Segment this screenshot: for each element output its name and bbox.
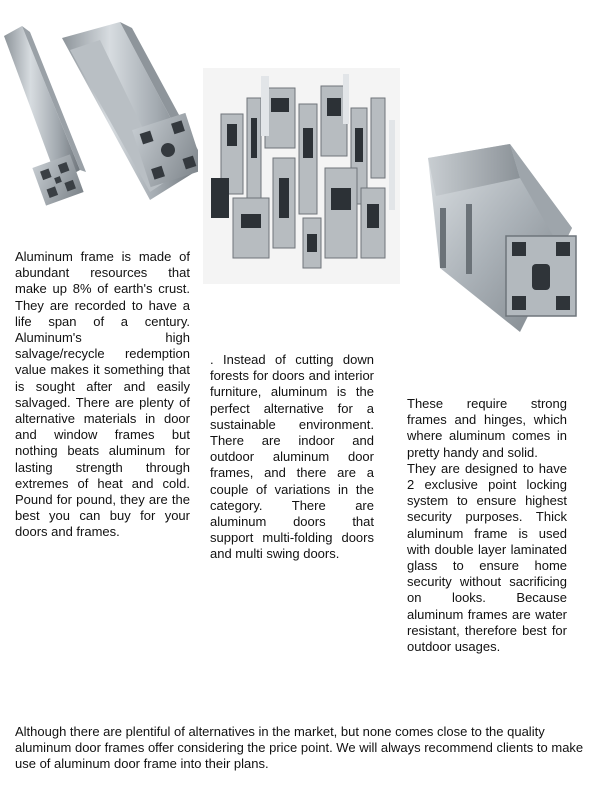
right-paragraph-2: They are designed to have 2 exclusive point locking system to ensure highest security purposes. Thick aluminum frame is used with double layer laminated glass to ensure home security without sacrificing on looks. Because aluminum frames are water resistant, therefore best for outdoor usages. bbox=[407, 460, 567, 655]
right-text-column bbox=[407, 396, 567, 655]
bottom-paragraph: Although there are plentiful of alternatives in the market, but none comes close to the quality aluminum door frames offer considering the price point. We will always recommend clients to make use of aluminum door frame into their plans. bbox=[15, 724, 584, 772]
aluminum-profiles-image bbox=[0, 10, 198, 220]
left-paragraph: Aluminum frame is made of abundant resources that make up 8% of earth's crust. They are recorded to have a life span of a century. Aluminum's high salvage/recycle redemption value makes it something that is sought after and easily salvaged. There are plenty of alternative materials in door and window frames but nothing beats aluminum for lasting strength through extremes of heat and cold. Pound for pound, they are the best you can buy for your doors and frames. bbox=[15, 249, 190, 540]
aluminum-square-profile-image bbox=[400, 118, 600, 350]
middle-paragraph: . Instead of cutting down forests for doors and interior furniture, aluminum is the perfect alternative for a sustainable environment. There are indoor and outdoor aluminum door frames, and there are a couple of variations in the category. There are aluminum doors that support multi-folding doors and multi swing doors. bbox=[210, 352, 374, 562]
aluminum-cross-sections-image bbox=[203, 68, 400, 284]
middle-text-column bbox=[210, 352, 374, 563]
right-paragraph-1: These require strong frames and hinges, which where aluminum comes in pretty handy and solid. bbox=[407, 396, 567, 460]
left-text-column bbox=[15, 249, 190, 541]
